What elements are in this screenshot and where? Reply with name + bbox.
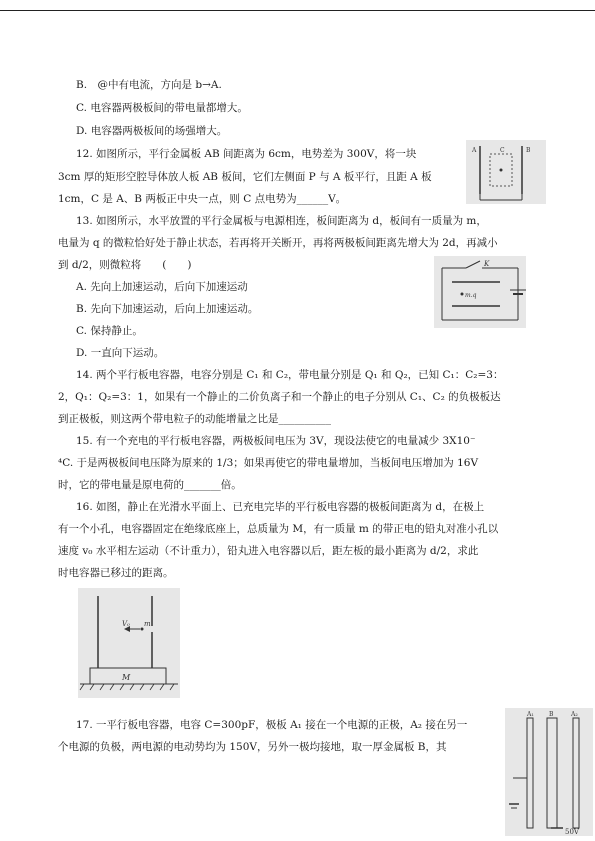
figure-q16-capacitor: [78, 588, 180, 698]
q12-line-3: 1cm，C 是 A、B 两板正中央一点，则 C 点电势为______V。: [58, 193, 347, 205]
q13-line-2: 电量为 q 的微粒恰好处于静止状态，若再将开关断开，再将两极板间距离先增大为 2d，再减小: [58, 237, 498, 249]
q15-line-1: 15. 有一个充电的平行板电容器，两极板间电压为 3V，现设法使它的电量减少 3X10⁻: [76, 435, 476, 447]
figure-q13-circuit: [434, 256, 526, 328]
q16-line-4: 时电容器已移过的距离。: [58, 567, 174, 579]
figure-q17-voltage-label: 50V: [565, 828, 579, 836]
figure-q17-label-a2: A₂: [571, 711, 578, 718]
q14-line-2: 2，Q₁：Q₂=3：1，如果有一个静止的二价负离子和一个静止的电子分别从 C₁、C₂ 的负极板达: [58, 391, 501, 403]
q16-line-1: 16. 如图，静止在光滑水平面上、已充电完毕的平行板电容器的极板间距离为 d，在极上: [76, 501, 485, 513]
page-top-rule: [0, 10, 595, 11]
figure-q12-label-b: B: [526, 147, 531, 154]
q12-line-1: 12. 如图所示，平行金属板 AB 间距离为 6cm，电势差为 300V，将一块: [76, 148, 417, 160]
figure-q16-drawing: [78, 588, 180, 698]
q16-line-2: 有一个小孔，电容器固定在绝缘底座上，总质量为 M，有一质量 m 的带正电的铅丸对准小孔以: [58, 523, 499, 535]
q17-line-1: 17. 一平行板电容器，电容 C=300pF，极板 A₁ 接在一个电源的正极，A₂ 接在另一: [76, 719, 468, 731]
q11-option-b: B. @中有电流，方向是 b→A.: [76, 79, 222, 91]
figure-q17-label-a1: A₁: [527, 711, 534, 718]
figure-q12-label-a: A: [472, 147, 477, 154]
q13-line-1: 13. 如图所示，水平放置的平行金属板与电源相连，板间距离为 d，板间有一质量为 m，: [76, 215, 487, 227]
figure-q17-plates: [505, 708, 593, 836]
q11-option-d: D. 电容器两极板间的场强增大。: [76, 125, 228, 137]
figure-q12-capacitor: [466, 140, 546, 204]
q11-option-c: C. 电容器两极板间的带电量都增大。: [76, 102, 248, 114]
figure-q16-mass-label: m: [144, 620, 151, 628]
figure-q16-velocity-label: V₀: [122, 620, 130, 628]
figure-q13-drawing: [434, 256, 526, 328]
q13-option-c: C. 保持静止。: [76, 325, 143, 337]
figure-q13-switch-label: K: [484, 260, 490, 268]
q16-line-3: 速度 v₀ 水平相左运动（不计重力），铅丸进入电容器以后，距左板的最小距离为 d/2，求此: [58, 545, 479, 557]
q13-option-b: B. 先向下加速运动，后向上加速运动。: [76, 303, 259, 315]
q14-line-1: 14. 两个平行板电容器，电容分别是 C₁ 和 C₂，带电量分别是 Q₁ 和 Q₂，已知 C₁：C₂=3：: [76, 369, 504, 381]
q12-line-2: 3cm 厚的矩形空腔导体放人板 AB 板间，它们左侧面 P 与 A 板平行，且距 A 板: [58, 171, 432, 183]
q13-option-a: A. 先向上加速运动，后向下加速运动: [76, 281, 248, 293]
figure-q12-drawing: [466, 140, 546, 204]
figure-q16-base-label: M: [122, 673, 131, 682]
q13-option-d: D. 一直向下运动。: [76, 347, 165, 359]
q14-line-3: 到正极板，则这两个带电粒子的动能增量之比是__________: [58, 413, 331, 425]
figure-q17-drawing: [505, 708, 593, 836]
q13-line-3: 到 d/2，则微粒将 ( ): [58, 259, 192, 271]
figure-q13-particle-label: m.q: [465, 292, 477, 299]
figure-q17-label-b: B: [549, 711, 554, 718]
q17-line-2: 个电源的负极，两电源的电动势均为 150V，另外一极均接地，取一厚金属板 B，其: [58, 741, 447, 753]
figure-q12-label-c: C: [500, 147, 505, 154]
q15-line-3: 时，它的带电量是原电荷的_______倍。: [58, 479, 242, 491]
q15-line-2: ⁴C. 于是两极板间电压降为原来的 1/3；如果再使它的带电量增加，当板间电压增加为 16V: [58, 457, 479, 469]
